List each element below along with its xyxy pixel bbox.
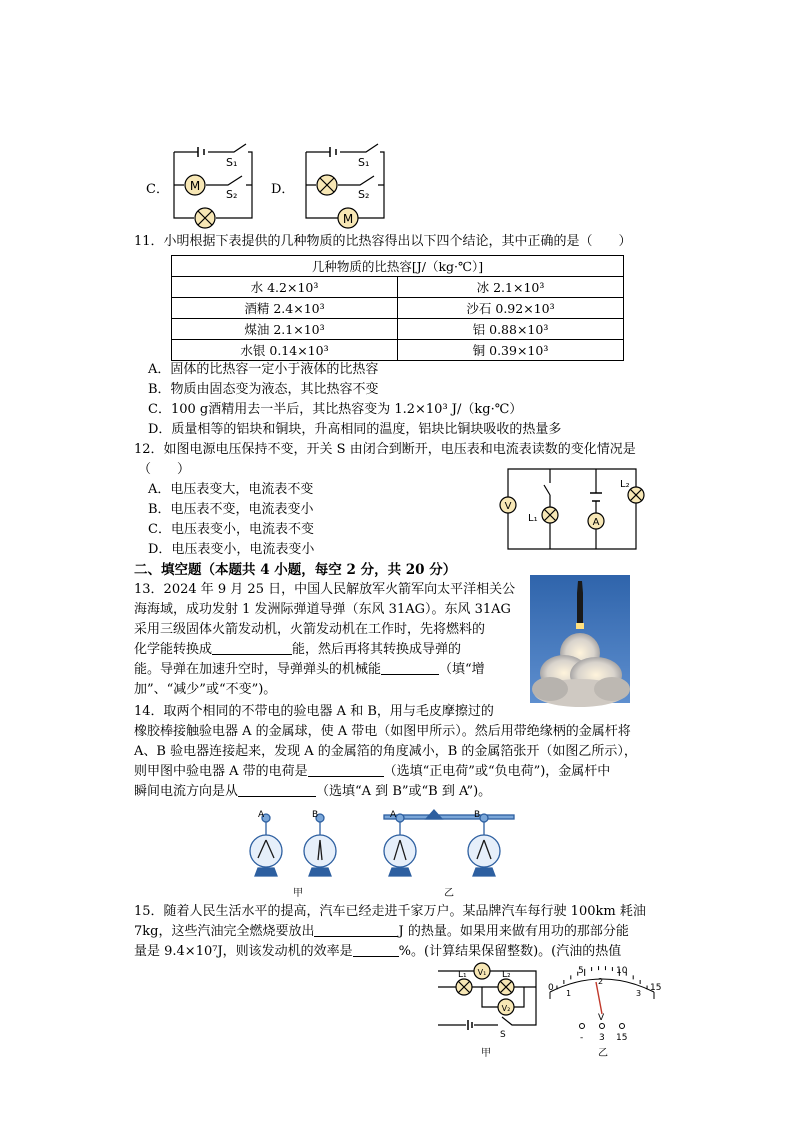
electroscope-b-label: B [312, 810, 319, 820]
motor-label: M [189, 179, 201, 193]
q13-line-5b: （填“增 [439, 662, 485, 677]
caption-jia: 甲 [293, 888, 303, 899]
q15-line-3b: %。(计算结果保留整数)。(汽油的热值 [398, 944, 622, 959]
q12-option-a: A．电压表变大，电流表不变 [148, 482, 314, 497]
option-d-label: D． [271, 182, 295, 197]
q11-option-c: C．100 g酒精用去一半后，其比热容变为 1.2×10³ J/（kg·℃） [148, 402, 523, 417]
missile-launch-photo [530, 575, 630, 703]
scale-0: 0 [548, 983, 554, 993]
q13-line-6: 加”、“减少”或“不变”)。 [134, 682, 277, 697]
answer-blank[interactable] [314, 923, 398, 937]
q11-stem: 11．小明根据下表提供的几种物质的比热容得出以下四个结论，其中正确的是（ ） [134, 234, 632, 249]
q14-line-5a: 瞬间电流方向是从 [134, 784, 239, 799]
terminal-15: 15 [616, 1033, 628, 1043]
switch-s-label: S [500, 1030, 506, 1040]
q14-line-1: 14．取两个相同的不带电的验电器 A 和 B，用与毛皮摩擦过的 [134, 704, 494, 719]
s2-label: S₂ [226, 188, 238, 201]
table-row: 煤油 2.1×10³ 铝 0.88×10³ [172, 319, 624, 340]
caption-yi: 乙 [444, 888, 454, 899]
answer-blank[interactable] [381, 661, 439, 675]
l2-label: L₂ [502, 970, 511, 980]
circuit-diagram-d [300, 140, 390, 225]
scale-10: 10 [616, 966, 628, 976]
q13-line-3: 采用三级固体火箭发动机，火箭发动机在工作时，先将燃料的 [134, 622, 486, 637]
v1-label: V₁ [477, 968, 487, 977]
q13-line-4a: 化学能转换成 [134, 642, 213, 657]
terminal-3: 3 [599, 1033, 605, 1043]
inner-2: 2 [598, 977, 604, 986]
specific-heat-table [171, 255, 624, 361]
circuit-diagram-c [168, 140, 258, 225]
q14-line-3: A、B 验电器连接起来，发现 A 的金属箔的角度减小，B 的金属箔张开（如图乙所示）， [134, 744, 637, 759]
table-title: 几种物质的比热容[J/（kg·℃）] [172, 256, 624, 277]
q15-line-3a: 量是 9.4×10⁷J，则该发动机的效率是 [134, 944, 353, 959]
q11-option-b: B．物质由固态变为液态，其比热容不变 [148, 382, 379, 397]
q15-line-1: 15．随着人民生活水平的提高，汽车已经走进千家万户。某品牌汽车每行驶 100km 耗油 [134, 904, 646, 919]
l1-label: L₁ [528, 513, 538, 524]
q12-option-c: C．电压表变小，电流表不变 [148, 522, 314, 537]
q12-stem: 12．如图电源电压保持不变，开关 S 由闭合到断开，电压表和电流表读数的变化情况是 [134, 442, 636, 457]
q12-option-d: D．电压表变小，电流表变小 [148, 542, 315, 557]
terminal-neg: - [580, 1033, 584, 1043]
q13-line-4b: 能，然后再将其转换成导弹的 [292, 642, 462, 657]
q15-line-2a: 7kg，这些汽油完全燃烧要放出 [134, 924, 315, 939]
q12-circuit-diagram [496, 465, 646, 555]
q12-paren: （ ） [138, 462, 191, 477]
inner-3: 3 [636, 989, 642, 998]
electroscope-a-label: A [258, 810, 265, 820]
l1-label: L₁ [458, 970, 467, 980]
scale-15: 15 [650, 983, 662, 993]
motor-label: M [342, 212, 354, 226]
s1-label: S₁ [358, 156, 370, 169]
electroscope-figure [244, 806, 534, 888]
option-c-label: C． [146, 182, 169, 197]
voltmeter-dial [540, 962, 664, 1042]
ammeter-label: A [592, 517, 600, 528]
inner-1: 1 [566, 989, 572, 998]
electroscope-a-label: A [390, 810, 397, 820]
q15-line-2b: J 的热量。如果用来做有用功的那部分能 [398, 924, 629, 939]
caption-jia: 甲 [481, 1048, 491, 1059]
q13-line-1: 13．2024 年 9 月 25 日，中国人民解放军火箭军向太平洋相关公 [134, 582, 516, 597]
q11-option-d: D．质量相等的铝块和铜块，升高相同的温度，铝块比铜块吸收的热量多 [148, 422, 562, 437]
q14-line-2: 橡胶棒接触验电器 A 的金属球，使 A 带电（如图甲所示）。然后用带绝缘柄的金属杆将 [134, 724, 631, 739]
answer-blank[interactable] [308, 763, 384, 777]
q14-line-4a: 则甲图中验电器 A 带的电荷是 [134, 764, 308, 779]
s1-label: S₁ [226, 156, 238, 169]
table-row: 酒精 2.4×10³ 沙石 0.92×10³ [172, 298, 624, 319]
answer-blank[interactable] [353, 943, 399, 957]
q14-line-4b: （选填“正电荷”或“负电荷”)，金属杆中 [383, 764, 611, 779]
q15-circuit-diagram [432, 965, 542, 1040]
v2-label: V₂ [501, 1004, 511, 1013]
section-title: 二、填空题（本题共 4 小题，每空 2 分，共 20 分） [134, 562, 457, 578]
s2-label: S₂ [358, 188, 370, 201]
caption-yi: 乙 [598, 1048, 608, 1059]
l2-label: L₂ [620, 479, 630, 490]
unit-v: V [598, 1013, 605, 1023]
answer-blank[interactable] [212, 641, 292, 655]
answer-blank[interactable] [238, 783, 316, 797]
electroscope-b-label: B [474, 810, 481, 820]
q14-line-5b: （选填“A 到 B”或“B 到 A”)。 [316, 784, 492, 799]
q12-option-b: B．电压表不变，电流表变小 [148, 502, 314, 517]
table-row: 水银 0.14×10³ 铜 0.39×10³ [172, 340, 624, 361]
q13-line-2: 海海域，成功发射 1 发洲际弹道导弹（东风 31AG）。东风 31AG [134, 602, 511, 617]
voltmeter-label: V [504, 501, 512, 512]
q11-option-a: A．固体的比热容一定小于液体的比热容 [148, 362, 379, 377]
scale-5: 5 [578, 966, 584, 976]
table-row: 水 4.2×10³ 冰 2.1×10³ [172, 277, 624, 298]
q13-line-5a: 能。导弹在加速升空时，导弹弹头的机械能 [134, 662, 382, 677]
